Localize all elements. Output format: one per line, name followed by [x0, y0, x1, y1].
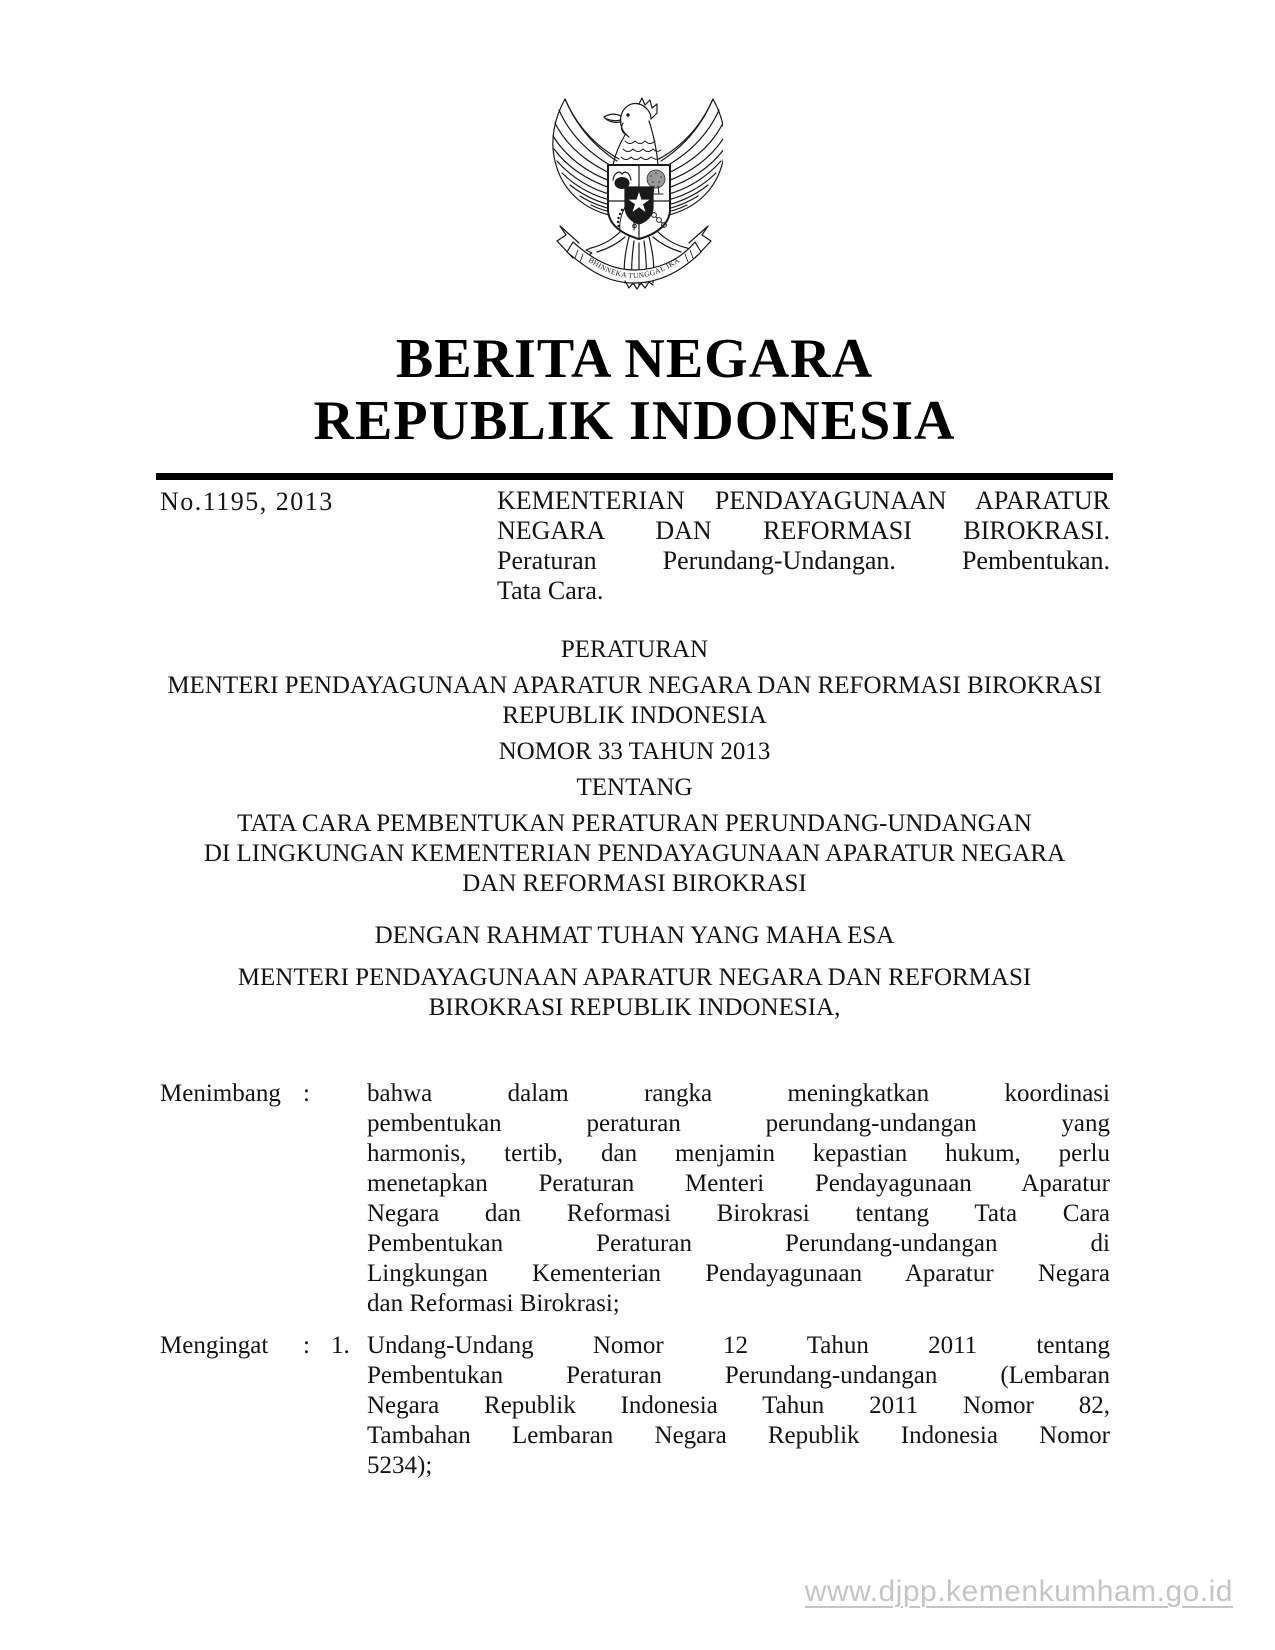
gazette-title-line1: BERITA NEGARA: [395, 328, 874, 390]
gazette-title-line2: REPUBLIK INDONESIA: [313, 390, 956, 452]
gazette-title: [156, 328, 1113, 452]
regulation-title-block: [156, 635, 1113, 1023]
title-line: DI LINGKUNGAN KEMENTERIAN PENDAYAGUNAAN APARATUR NEGARA: [203, 840, 1066, 867]
mengingat-item-number: 1.: [331, 1332, 350, 1359]
pancasila-shield: [608, 165, 670, 239]
subject-line: Tata Cara.: [497, 576, 604, 605]
subject-abstract: [497, 486, 1110, 606]
title-line: REPUBLIK INDONESIA: [502, 702, 767, 729]
watermark-link[interactable]: www.djpp.kemenkumham.go.id: [804, 1575, 1233, 1608]
title-line: PERATURAN: [560, 636, 709, 663]
menimbang-separator: :: [303, 1080, 310, 1107]
body-line: Lingkungan Kementerian Pendayagunaan Aparatur Negara: [367, 1260, 1110, 1287]
subject-line: NEGARA DAN REFORMASI BIROKRASI.: [497, 516, 1110, 545]
mengingat-separator: :: [303, 1332, 310, 1359]
star-shield-icon: [625, 187, 653, 224]
garuda-pancasila-emblem: [545, 95, 723, 295]
masthead-rule: [156, 473, 1113, 480]
issue-number: No.1195, 2013: [160, 487, 334, 516]
subject-line: Peraturan Perundang-Undangan. Pembentukan.: [497, 546, 1110, 575]
issue-row: [156, 486, 1113, 606]
body-line: Negara Republik Indonesia Tahun 2011 Nomor 82,: [367, 1392, 1110, 1419]
body-line: Negara dan Reformasi Birokrasi tentang Tata Cara: [367, 1200, 1110, 1227]
considerations-section: [160, 1079, 1110, 1481]
body-line: Pembentukan Peraturan Perundang-undangan di: [367, 1230, 1110, 1257]
garuda-pancasila-icon: [545, 95, 723, 295]
mengingat-label: Mengingat: [160, 1332, 269, 1359]
authority-line: MENTERI PENDAYAGUNAAN APARATUR NEGARA DAN REFORMASI: [237, 964, 1032, 991]
body-line: menetapkan Peraturan Menteri Pendayagunaan Aparatur: [367, 1170, 1110, 1197]
emblem-motto: BHINNEKA TUNGGAL IKA: [586, 255, 682, 281]
body-line: Tambahan Lembaran Negara Republik Indonesia Nomor: [367, 1422, 1110, 1449]
subject-line: KEMENTERIAN PENDAYAGUNAAN APARATUR: [497, 486, 1110, 515]
body-line: dan Reformasi Birokrasi;: [367, 1290, 620, 1317]
title-line: TENTANG: [576, 774, 693, 801]
body-line: 5234);: [367, 1452, 433, 1479]
mengingat-text: [367, 1331, 1110, 1481]
body-line: pembentukan peraturan perundang-undangan yang: [367, 1110, 1110, 1137]
body-line: bahwa dalam rangka meningkatkan koordinasi: [367, 1080, 1110, 1107]
menimbang-row: [160, 1079, 1110, 1319]
title-line: TATA CARA PEMBENTUKAN PERATURAN PERUNDANG-UNDANGAN: [237, 810, 1032, 837]
body-line: Undang-Undang Nomor 12 Tahun 2011 tentang: [367, 1332, 1110, 1359]
mengingat-row: [160, 1331, 1110, 1481]
menimbang-label: Menimbang: [160, 1080, 281, 1107]
authority-line: BIROKRASI REPUBLIK INDONESIA,: [428, 994, 841, 1021]
title-line: MENTERI PENDAYAGUNAAN APARATUR NEGARA DAN REFORMASI BIROKRASI: [167, 672, 1102, 699]
body-line: harmonis, tertib, dan menjamin kepastian hukum, perlu: [367, 1140, 1110, 1167]
menimbang-text: [367, 1079, 1110, 1319]
invocation-line: DENGAN RAHMAT TUHAN YANG MAHA ESA: [374, 922, 895, 949]
body-line: Pembentukan Peraturan Perundang-undangan (Lembaran: [367, 1362, 1110, 1389]
title-line: NOMOR 33 TAHUN 2013: [498, 738, 771, 765]
title-line: DAN REFORMASI BIROKRASI: [462, 870, 807, 897]
